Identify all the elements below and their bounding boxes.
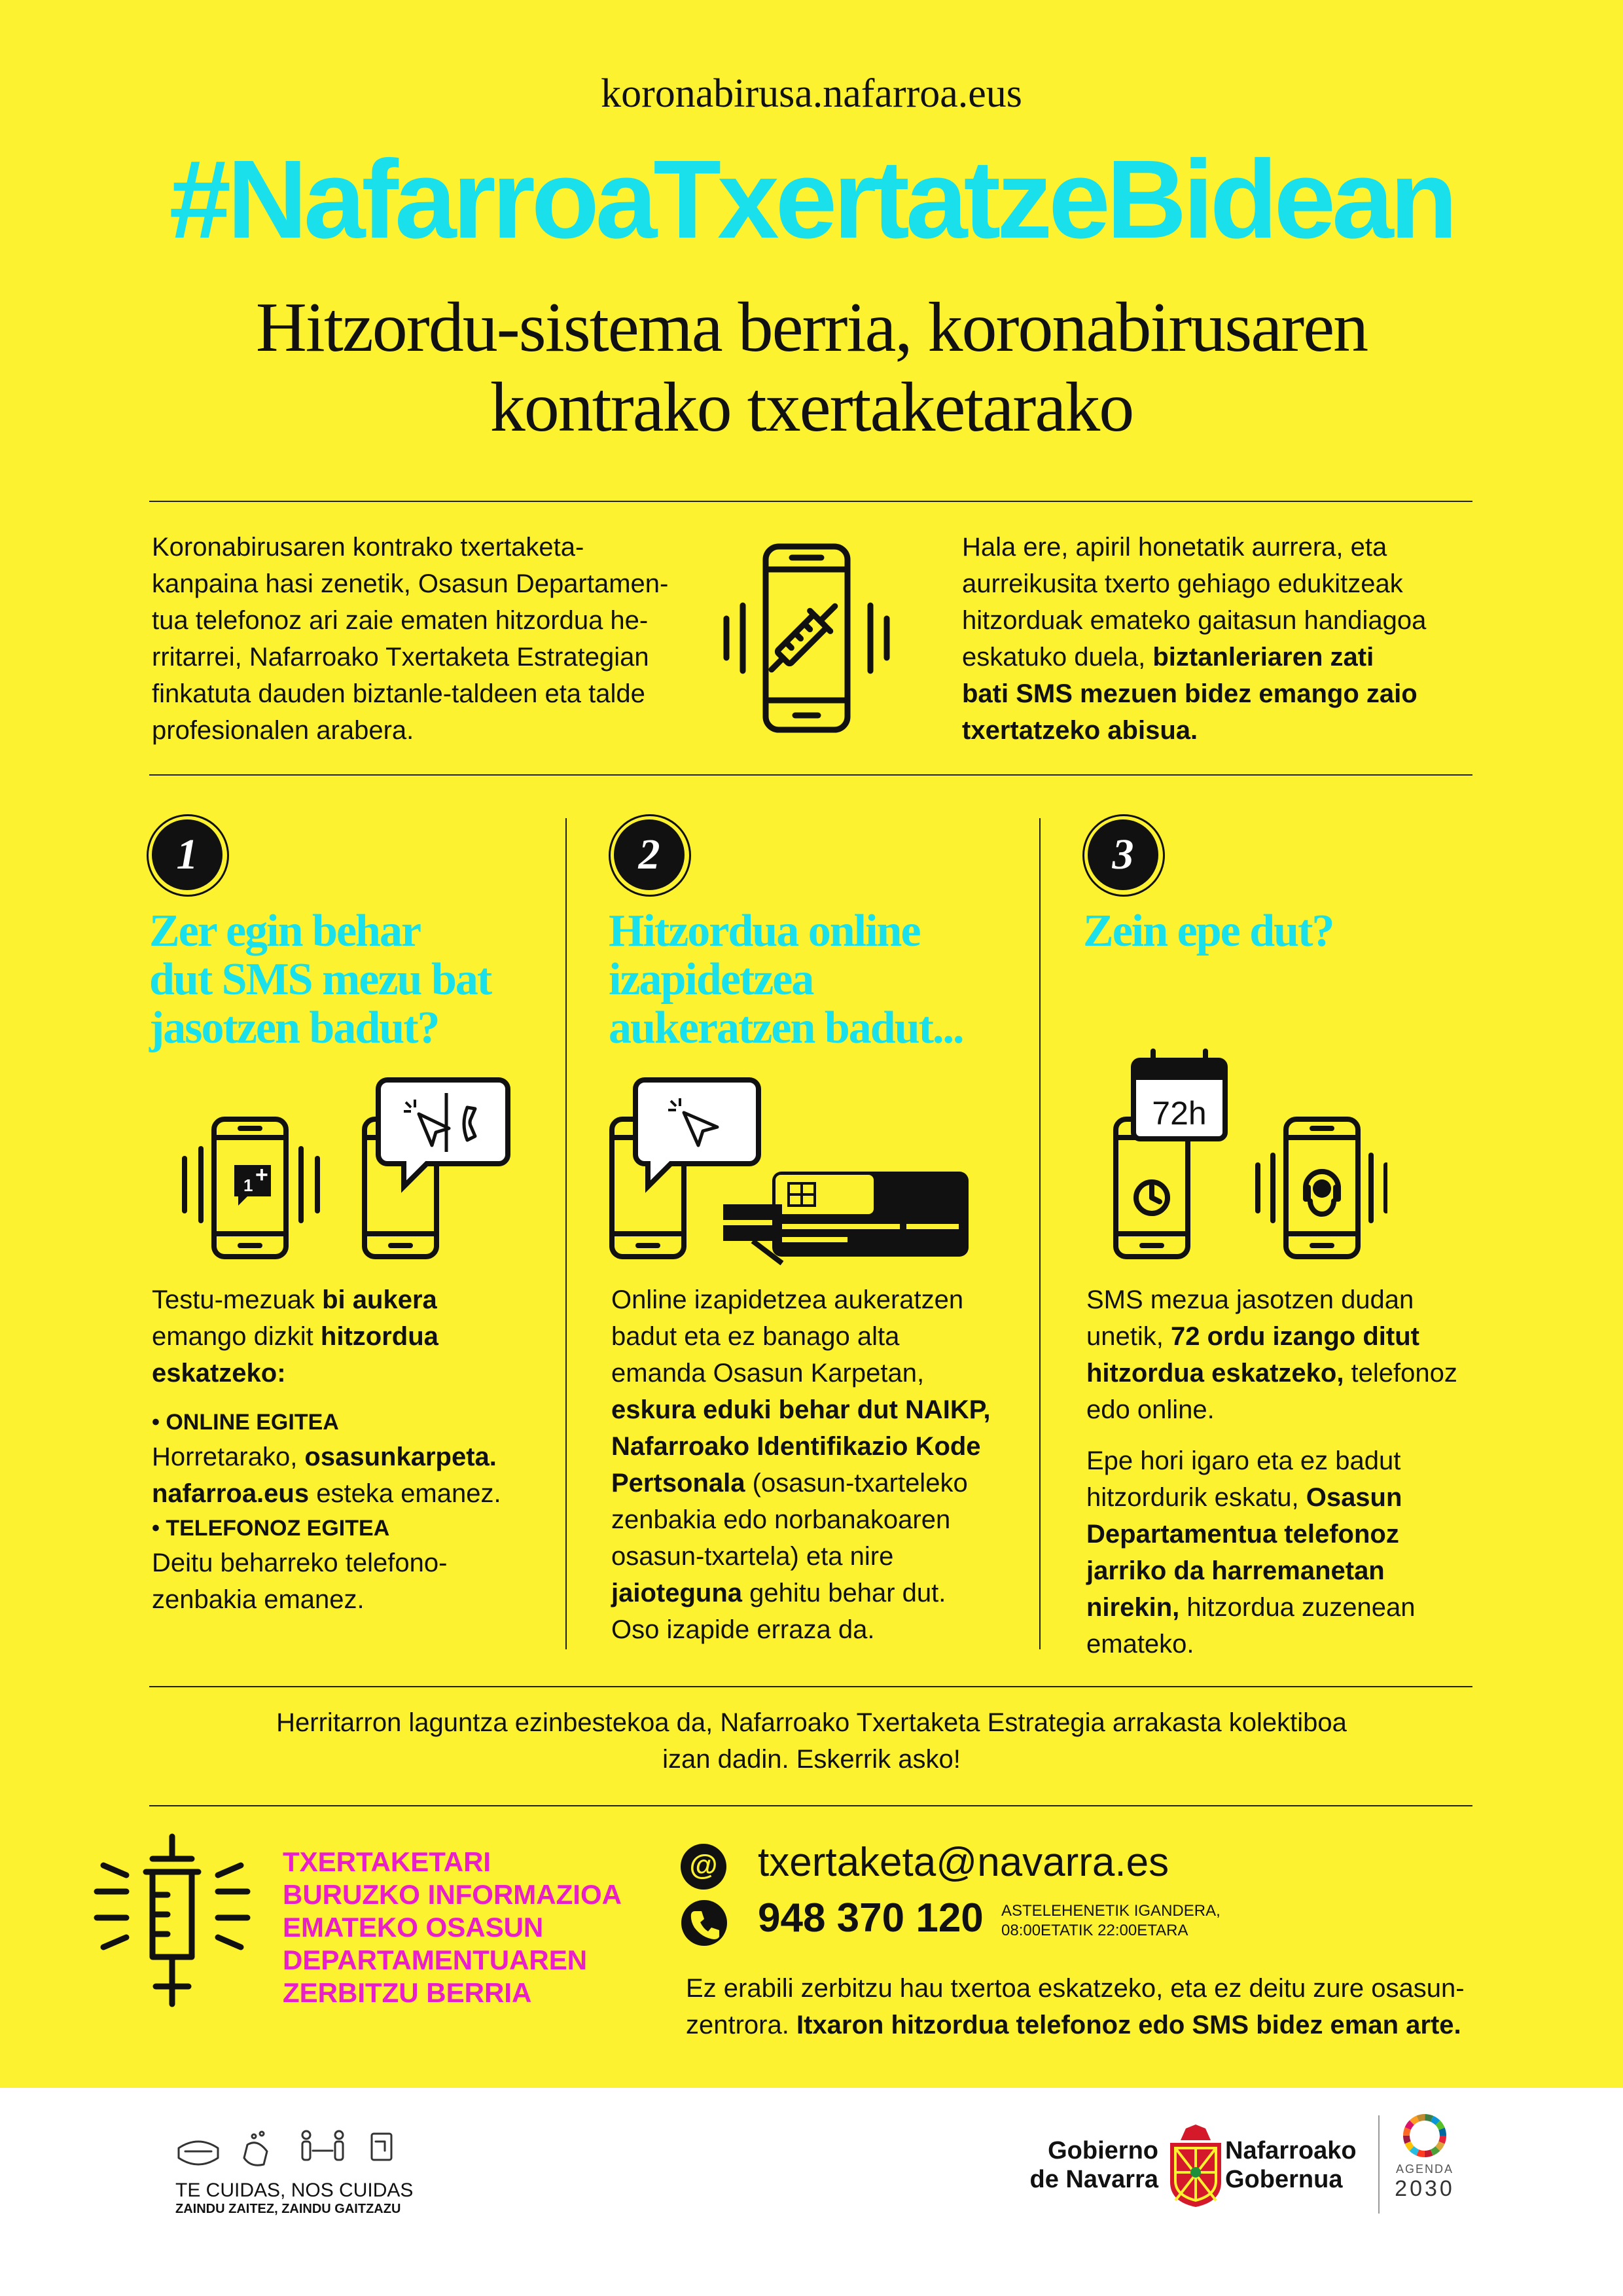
agenda-2030-logo xyxy=(1389,2113,1461,2159)
step-3-text: SMS mezua jasotzen dudan unetik, 72 ordu izango ditut hitzordua eskatzeko, telefonoz edo online. Epe hori igaro eta ez badut hitzordurik eskatu, Osasun Departamentua telefonoz jarriko da harremanetan nirekin, hitzordua zuzenean emateko. xyxy=(1086,1285,1457,1659)
page-title xyxy=(0,288,1623,448)
nafarroako-gobernua-text: Nafarroako Gobernua xyxy=(1225,2137,1357,2193)
title-line-1: Hitzordu-sistema berria, koronabirusaren xyxy=(255,289,1368,367)
email-link[interactable]: txertaketa@navarra.es xyxy=(758,1840,1169,1885)
osasunkarpeta-link-cont[interactable]: nafarroa.eus xyxy=(152,1479,310,1508)
syringe-icon xyxy=(90,1833,254,2009)
service-note: Ez erabili zerbitzu hau txertoa eskatzeko, eta ez deitu zure osasun- zentrora. Itxaron hitzordua telefonoz edo SMS bidez eman arte. xyxy=(686,1974,1465,2039)
divider xyxy=(149,1686,1472,1687)
divider xyxy=(149,774,1472,776)
service-title: TXERTAKETARI BURUZKO INFORMAZIOA EMATEKO OSASUN DEPARTAMENTUAREN ZERBITZU BERRIA xyxy=(283,1846,622,2008)
sms-badge-count: 1 xyxy=(243,1175,253,1195)
column-divider xyxy=(1039,818,1041,1649)
handwash-icon xyxy=(244,2143,267,2166)
step-1-heading: Zer egin behar dut SMS mezu bat jasotzen badut? xyxy=(149,906,491,1053)
divider xyxy=(149,1805,1472,1806)
osasunkarpeta-link[interactable]: osasunkarpeta. xyxy=(304,1443,497,1471)
step-3-heading: Zein epe dut? xyxy=(1083,906,1334,956)
service-hours: ASTELEHENETIK IGANDERA, 08:00ETATIK 22:00ETARA xyxy=(1001,1902,1221,1939)
prevention-icons xyxy=(175,2128,411,2174)
step-number-3: 3 xyxy=(1088,819,1158,890)
divider xyxy=(149,501,1472,502)
closing-message: Herritarron laguntza ezinbestekoa da, Nafarroako Txertaketa Estrategia arrakasta kolektiboa izan dadin. Eskerrik asko! xyxy=(276,1708,1347,1774)
distance-icon xyxy=(302,2131,310,2139)
calendar-72h-label: 72h xyxy=(1152,1095,1207,1132)
step-1-text: Testu-mezuak bi aukera emango dizkit hitzordua eskatzeko: • ONLINE EGITEA Horretarako, osasunkarpeta. nafarroa.eus esteka emanez. • TELEFONOZ EGITEA Deitu beharreko telefono- zenbakia emanez. xyxy=(152,1285,501,1614)
phone-icon xyxy=(681,1899,728,1946)
online-card-icon xyxy=(605,1073,978,1270)
title-line-2: kontrako txertaketarako xyxy=(490,368,1133,446)
column-divider xyxy=(565,818,567,1649)
site-url[interactable]: koronabirusa.nafarroa.eus xyxy=(601,71,1022,116)
slogan: TE CUIDAS, NOS CUIDAS ZAINDU ZAITEZ, ZAINDU GAITZAZU xyxy=(175,2179,414,2216)
navarra-coat-of-arms-logo xyxy=(1166,2123,1225,2208)
intro-right-text: Hala ere, apiril honetatik aurrera, eta aurreikusita txerto gehiago edukitzeak hitzorduak emateko gaitasun handiagoa eskatuko duela, biztanleriaren zati bati SMS mezuen bidez emango zaio txertatzeko abisua. xyxy=(962,533,1427,745)
gobierno-navarra-text: Gobierno de Navarra xyxy=(1029,2137,1158,2193)
step-number-1: 1 xyxy=(152,819,223,890)
tissue-icon xyxy=(372,2134,391,2160)
intro-left-text: Koronabirusaren kontrako txertaketa- kanpaina hasi zenetik, Osasun Departamen- tua telefonoz ari zaie ematen hitzordua he- rritarrei, Nafarroako Txertaketa Estrategian finkatuta dauden biztanle-taldeen eta talde profesionalen arabera. xyxy=(152,533,669,745)
svg-text:+: + xyxy=(255,1162,268,1187)
campaign-hashtag: #NafarroaTxertatzeBidean xyxy=(169,137,1454,262)
email-icon: @ xyxy=(681,1844,726,1890)
step-2-text: Online izapidetzea aukeratzen badut eta ez banago alta emanda Osasun Karpetan, eskura eduki behar dut NAIKP, Nafarroako Identifikazio Kode Pertsonala (osasun-txarteleko zenbakia edo norbanakoaren osasun-txartela) eta nire jaioteguna gehitu behar dut. Oso izapide erraza da. xyxy=(611,1285,991,1644)
sms-phones-icon xyxy=(171,1073,512,1263)
mask-icon xyxy=(179,2142,218,2164)
deadline-phones-icon xyxy=(1106,1047,1387,1263)
phone-number[interactable]: 948 370 120 xyxy=(758,1895,984,1941)
vaccine-phone-icon xyxy=(713,543,897,740)
step-number-2: 2 xyxy=(614,819,685,890)
footer-divider xyxy=(1378,2115,1380,2214)
agenda-2030-text: AGENDA 2030 xyxy=(1395,2162,1455,2201)
step-2-heading: Hitzordua online izapidetzea aukeratzen badut... xyxy=(609,906,963,1053)
